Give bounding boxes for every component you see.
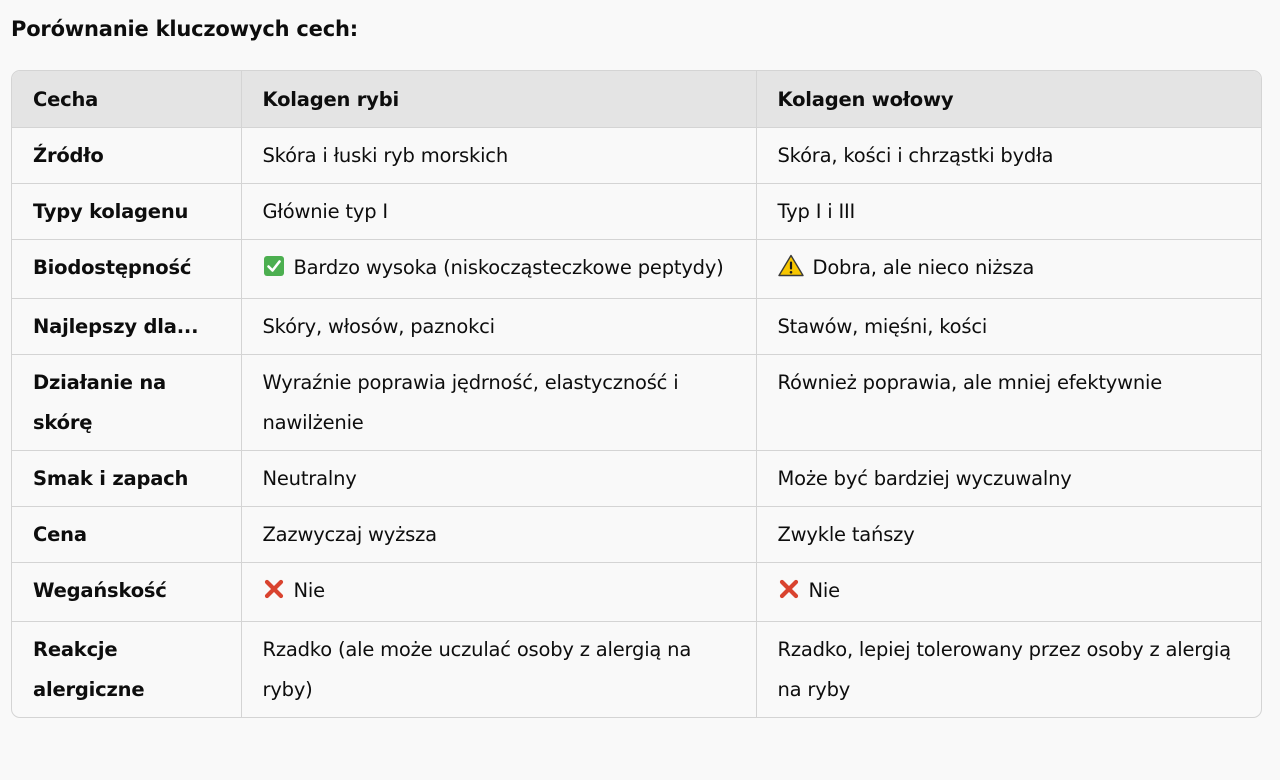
fish-cell: Głównie typ I bbox=[241, 184, 756, 240]
feature-cell: Najlepszy dla... bbox=[12, 299, 241, 355]
beef-cell: Rzadko, lepiej tolerowany przez osoby z alergią na ryby bbox=[777, 638, 1231, 701]
beef-cell: Skóra, kości i chrząstki bydła bbox=[756, 128, 1261, 184]
fish-cell bbox=[241, 240, 756, 299]
fish-cell: Skóry, włosów, paznokci bbox=[241, 299, 756, 355]
fish-cell: Skóra i łuski ryb morskich bbox=[241, 128, 756, 184]
table-row bbox=[12, 507, 1261, 563]
feature-cell: Typy kolagenu bbox=[12, 184, 241, 240]
section-heading: Porównanie kluczowych cech: bbox=[11, 17, 358, 41]
table-row bbox=[12, 451, 1261, 507]
header-feature: Cecha bbox=[12, 71, 241, 128]
table-row bbox=[12, 563, 1261, 622]
beef-cell-text: Dobra, ale nieco niższa bbox=[812, 256, 1035, 279]
fish-cell-text: Nie bbox=[293, 579, 325, 602]
fish-cell: Neutralny bbox=[241, 451, 756, 507]
feature-cell: Smak i zapach bbox=[12, 451, 241, 507]
table-row bbox=[12, 355, 1261, 451]
fish-cell: Wyraźnie poprawia jędrność, elastyczność i nawilżenie bbox=[241, 355, 756, 451]
feature-cell: Reakcje alergiczne bbox=[12, 622, 241, 718]
beef-cell: Może być bardziej wyczuwalny bbox=[756, 451, 1261, 507]
feature-cell: Wegańskość bbox=[12, 563, 241, 622]
feature-cell: Źródło bbox=[12, 128, 241, 184]
beef-cell-text: Nie bbox=[808, 579, 840, 602]
check-mark-icon bbox=[263, 251, 285, 291]
feature-cell: Biodostępność bbox=[12, 240, 241, 299]
feature-cell: Cena bbox=[12, 507, 241, 563]
beef-cell bbox=[756, 240, 1261, 299]
table-row bbox=[12, 240, 1261, 299]
beef-cell bbox=[756, 563, 1261, 622]
beef-cell: Typ I i III bbox=[756, 184, 1261, 240]
fish-cell-text: Bardzo wysoka (niskocząsteczkowe peptydy) bbox=[293, 256, 724, 279]
cross-mark-icon bbox=[778, 578, 800, 608]
fish-cell: Zazwyczaj wyższa bbox=[241, 507, 756, 563]
beef-cell: Stawów, mięśni, kości bbox=[756, 299, 1261, 355]
table-row bbox=[12, 128, 1261, 184]
beef-cell: Zwykle tańszy bbox=[756, 507, 1261, 563]
cross-mark-icon bbox=[263, 578, 285, 608]
table-row bbox=[12, 184, 1261, 240]
comparison-table-container bbox=[11, 70, 1262, 718]
feature-cell: Działanie na skórę bbox=[12, 355, 241, 451]
warning-icon bbox=[778, 251, 804, 291]
table-row bbox=[12, 299, 1261, 355]
comparison-table bbox=[12, 71, 1261, 717]
fish-cell bbox=[241, 563, 756, 622]
header-fish-collagen: Kolagen rybi bbox=[241, 71, 756, 128]
table-header-row bbox=[12, 71, 1261, 128]
table-row bbox=[12, 622, 1261, 718]
fish-cell: Rzadko (ale może uczulać osoby z alergią na ryby) bbox=[241, 622, 756, 718]
header-beef-collagen: Kolagen wołowy bbox=[756, 71, 1261, 128]
beef-cell: Również poprawia, ale mniej efektywnie bbox=[756, 355, 1261, 451]
